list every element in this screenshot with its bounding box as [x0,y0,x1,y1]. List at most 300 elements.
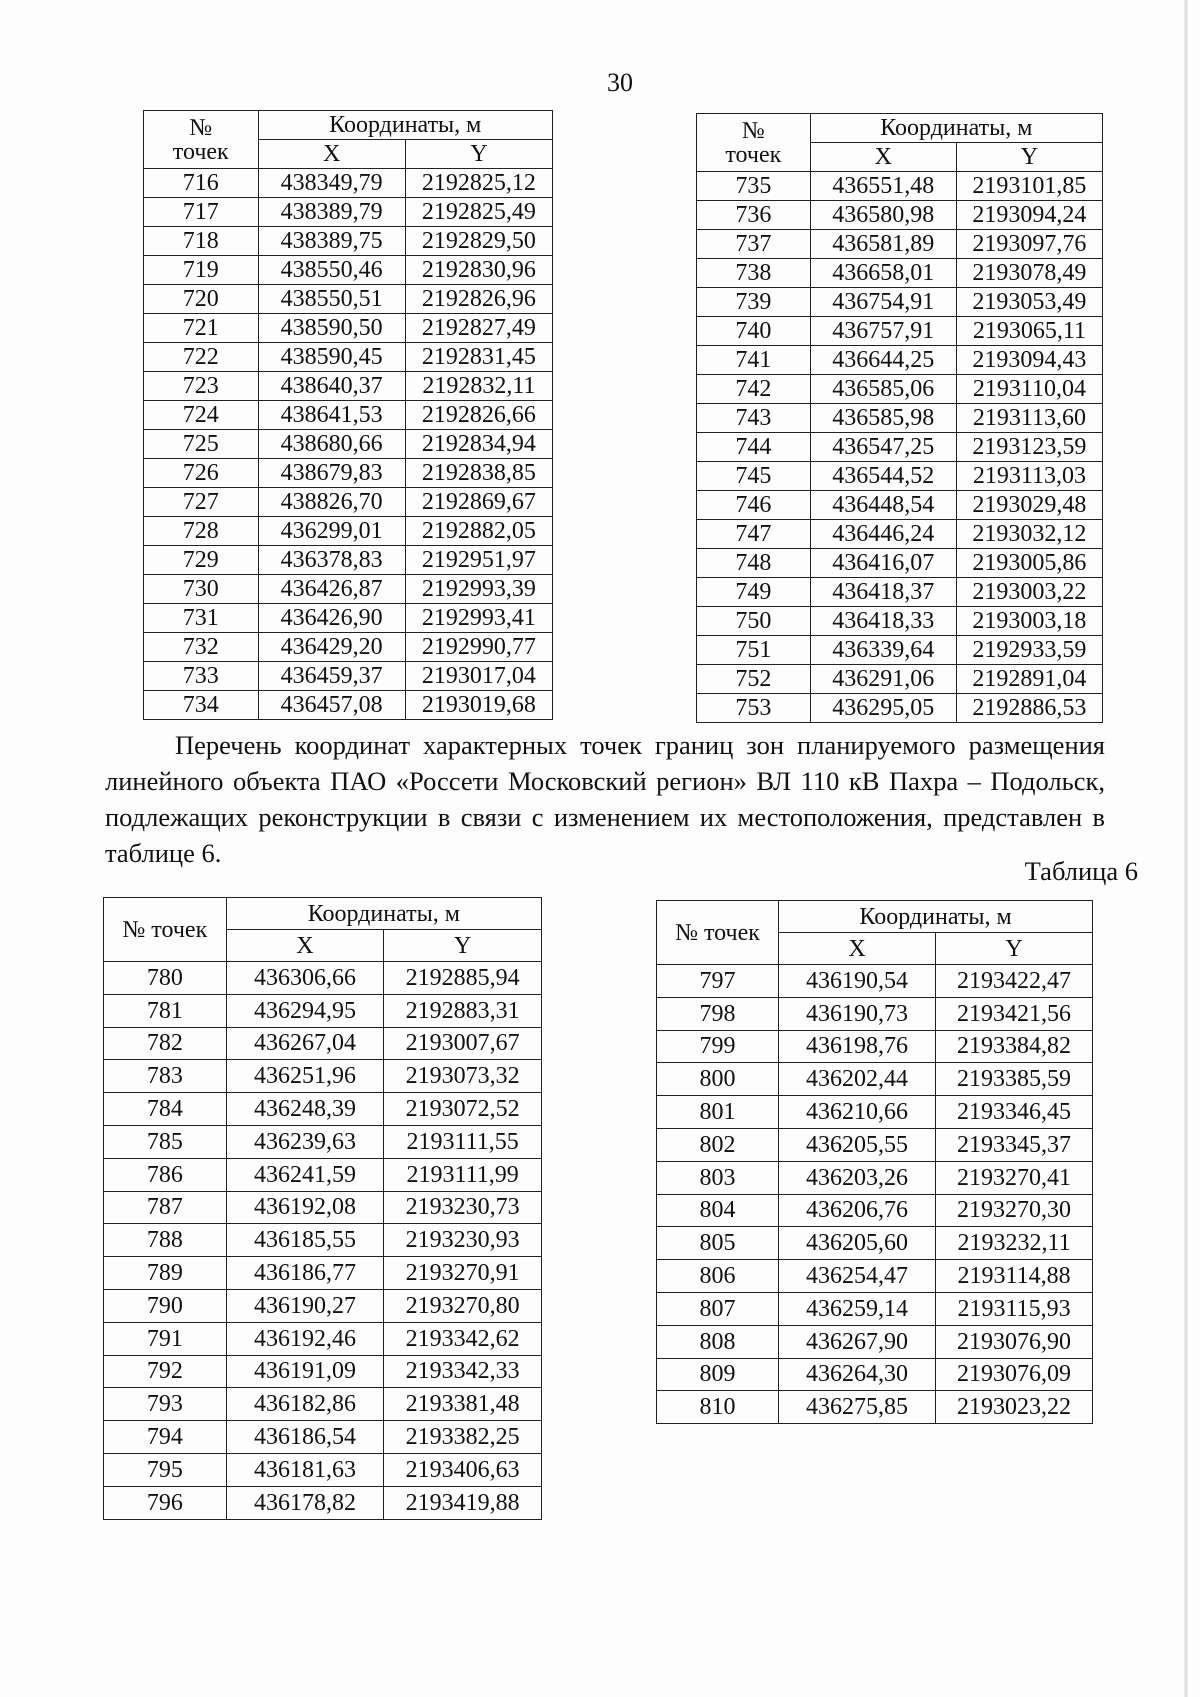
header-point-number: № точек [697,114,811,172]
table-row [697,549,1103,578]
y-coordinate-cell: 2193101,85 [956,172,1102,201]
table-row [697,520,1103,549]
x-coordinate-cell: 436757,91 [810,317,956,346]
y-coordinate-cell: 2193270,91 [384,1257,542,1290]
table-row [144,343,553,372]
point-number-cell: 792 [104,1355,227,1388]
table-row [104,1060,542,1093]
point-number-cell: 787 [104,1191,227,1224]
table-row [144,198,553,227]
coordinates-table-top-right [696,113,1103,723]
y-coordinate-cell: 2193406,63 [384,1453,542,1486]
y-coordinate-cell: 2193019,68 [405,691,552,720]
coordinates-table-top-left [143,110,553,720]
table-row [144,546,553,575]
point-number-cell: 751 [697,636,811,665]
table-row [144,604,553,633]
point-number-cell: 739 [697,288,811,317]
x-coordinate-cell: 438389,79 [258,198,405,227]
y-coordinate-cell: 2193003,22 [956,578,1102,607]
x-coordinate-cell: 436186,77 [226,1257,384,1290]
x-coordinate-cell: 436299,01 [258,517,405,546]
point-number-cell: 716 [144,169,259,198]
point-number-cell: 750 [697,607,811,636]
point-number-cell: 782 [104,1027,227,1060]
x-coordinate-cell: 436416,07 [810,549,956,578]
table-row [104,1027,542,1060]
y-coordinate-cell: 2193111,99 [384,1158,542,1191]
point-number-cell: 789 [104,1257,227,1290]
y-coordinate-cell: 2193007,67 [384,1027,542,1060]
table-row [657,965,1093,998]
y-coordinate-cell: 2193270,80 [384,1289,542,1322]
x-coordinate-cell: 436459,37 [258,662,405,691]
table-row [104,1158,542,1191]
y-coordinate-cell: 2193094,24 [956,201,1102,230]
y-coordinate-cell: 2193230,73 [384,1191,542,1224]
table-row [697,404,1103,433]
y-coordinate-cell: 2193346,45 [936,1096,1093,1129]
point-number-cell: 720 [144,285,259,314]
table-row [657,1194,1093,1227]
x-coordinate-cell: 436426,90 [258,604,405,633]
y-coordinate-cell: 2192838,85 [405,459,552,488]
point-number-cell: 719 [144,256,259,285]
x-coordinate-cell: 436551,48 [810,172,956,201]
point-number-cell: 790 [104,1289,227,1322]
point-number-cell: 746 [697,491,811,520]
x-coordinate-cell: 438826,70 [258,488,405,517]
coordinates-table-6-left [103,897,542,1520]
table-row [104,1388,542,1421]
x-coordinate-cell: 436190,27 [226,1289,384,1322]
header-point-number: № точек [104,898,227,962]
table-row [657,1096,1093,1129]
table-row [144,488,553,517]
y-coordinate-cell: 2192825,12 [405,169,552,198]
y-coordinate-cell: 2193421,56 [936,997,1093,1030]
x-coordinate-cell: 436658,01 [810,259,956,288]
y-coordinate-cell: 2192993,41 [405,604,552,633]
x-coordinate-cell: 436198,76 [779,1030,936,1063]
table-row [697,288,1103,317]
scan-edge-shadow [1184,0,1188,1697]
y-coordinate-cell: 2192834,94 [405,430,552,459]
x-coordinate-cell: 436378,83 [258,546,405,575]
table-row [144,401,553,430]
table-row [697,636,1103,665]
x-coordinate-cell: 436210,66 [779,1096,936,1129]
y-coordinate-cell: 2193113,03 [956,462,1102,491]
point-number-cell: 791 [104,1322,227,1355]
point-number-cell: 718 [144,227,259,256]
y-coordinate-cell: 2193342,33 [384,1355,542,1388]
table-row [697,201,1103,230]
x-coordinate-cell: 438590,45 [258,343,405,372]
header-coordinates: Координаты, м [779,901,1093,933]
point-number-cell: 726 [144,459,259,488]
table-row [657,997,1093,1030]
header-y: Y [384,930,542,962]
point-number-cell: 795 [104,1453,227,1486]
table-row [657,1391,1093,1424]
x-coordinate-cell: 438550,51 [258,285,405,314]
table-row [697,230,1103,259]
table-row [697,433,1103,462]
x-coordinate-cell: 436585,98 [810,404,956,433]
point-number-cell: 797 [657,965,779,998]
x-coordinate-cell: 436446,24 [810,520,956,549]
table-row [697,259,1103,288]
point-number-cell: 808 [657,1325,779,1358]
x-coordinate-cell: 436186,54 [226,1421,384,1454]
y-coordinate-cell: 2192886,53 [956,694,1102,723]
y-coordinate-cell: 2192951,97 [405,546,552,575]
point-number-cell: 736 [697,201,811,230]
point-number-cell: 717 [144,198,259,227]
table-row [144,256,553,285]
y-coordinate-cell: 2193110,04 [956,375,1102,404]
x-coordinate-cell: 436457,08 [258,691,405,720]
table-row [104,1453,542,1486]
x-coordinate-cell: 436192,08 [226,1191,384,1224]
x-coordinate-cell: 436254,47 [779,1260,936,1293]
point-number-cell: 793 [104,1388,227,1421]
table-row [144,633,553,662]
point-number-cell: 784 [104,1093,227,1126]
y-coordinate-cell: 2193270,30 [936,1194,1093,1227]
x-coordinate-cell: 436547,25 [810,433,956,462]
table-row [144,285,553,314]
y-coordinate-cell: 2193422,47 [936,965,1093,998]
x-coordinate-cell: 436203,26 [779,1161,936,1194]
point-number-cell: 744 [697,433,811,462]
table-row [104,1224,542,1257]
x-coordinate-cell: 436206,76 [779,1194,936,1227]
table-row [144,459,553,488]
point-number-cell: 799 [657,1030,779,1063]
point-number-cell: 796 [104,1486,227,1519]
x-coordinate-cell: 436580,98 [810,201,956,230]
y-coordinate-cell: 2192990,77 [405,633,552,662]
y-coordinate-cell: 2192885,94 [384,962,542,995]
y-coordinate-cell: 2193384,82 [936,1030,1093,1063]
x-coordinate-cell: 436418,33 [810,607,956,636]
table-row [697,665,1103,694]
point-number-cell: 802 [657,1128,779,1161]
table-row [697,694,1103,723]
y-coordinate-cell: 2193005,86 [956,549,1102,578]
y-coordinate-cell: 2192993,39 [405,575,552,604]
x-coordinate-cell: 436190,54 [779,965,936,998]
point-number-cell: 801 [657,1096,779,1129]
y-coordinate-cell: 2192882,05 [405,517,552,546]
table-row [144,227,553,256]
point-number-cell: 728 [144,517,259,546]
x-coordinate-cell: 438680,66 [258,430,405,459]
y-coordinate-cell: 2193094,43 [956,346,1102,375]
x-coordinate-cell: 436191,09 [226,1355,384,1388]
table-row [104,1257,542,1290]
table-row [697,317,1103,346]
table-row [104,1125,542,1158]
table-row [144,372,553,401]
point-number-cell: 747 [697,520,811,549]
x-coordinate-cell: 438641,53 [258,401,405,430]
header-point-number: № точек [657,901,779,965]
y-coordinate-cell: 2193076,09 [936,1358,1093,1391]
header-coordinates: Координаты, м [258,111,552,140]
x-coordinate-cell: 436205,55 [779,1128,936,1161]
table-row [657,1030,1093,1063]
y-coordinate-cell: 2193385,59 [936,1063,1093,1096]
point-number-cell: 722 [144,343,259,372]
point-number-cell: 785 [104,1125,227,1158]
coordinates-table-6-right [656,900,1093,1424]
x-coordinate-cell: 436241,59 [226,1158,384,1191]
point-number-cell: 810 [657,1391,779,1424]
x-coordinate-cell: 436306,66 [226,962,384,995]
table-row [104,1421,542,1454]
y-coordinate-cell: 2193065,11 [956,317,1102,346]
point-number-cell: 780 [104,962,227,995]
table-row [657,1063,1093,1096]
x-coordinate-cell: 436248,39 [226,1093,384,1126]
table-row [657,1358,1093,1391]
x-coordinate-cell: 436644,25 [810,346,956,375]
x-coordinate-cell: 436294,95 [226,994,384,1027]
point-number-cell: 734 [144,691,259,720]
table-row [697,375,1103,404]
point-number-cell: 738 [697,259,811,288]
point-number-cell: 725 [144,430,259,459]
x-coordinate-cell: 438389,75 [258,227,405,256]
table-row [697,607,1103,636]
header-x: X [779,933,936,965]
point-number-cell: 749 [697,578,811,607]
point-number-cell: 806 [657,1260,779,1293]
header-y: Y [956,143,1102,172]
point-number-cell: 781 [104,994,227,1027]
x-coordinate-cell: 436426,87 [258,575,405,604]
x-coordinate-cell: 436418,37 [810,578,956,607]
point-number-cell: 727 [144,488,259,517]
x-coordinate-cell: 438590,50 [258,314,405,343]
x-coordinate-cell: 436205,60 [779,1227,936,1260]
x-coordinate-cell: 436448,54 [810,491,956,520]
table-row [104,994,542,1027]
x-coordinate-cell: 436181,63 [226,1453,384,1486]
point-number-cell: 753 [697,694,811,723]
table-row [104,962,542,995]
point-number-cell: 809 [657,1358,779,1391]
header-x: X [810,143,956,172]
table-row [144,430,553,459]
x-coordinate-cell: 436295,05 [810,694,956,723]
header-y: Y [936,933,1093,965]
point-number-cell: 804 [657,1194,779,1227]
y-coordinate-cell: 2193113,60 [956,404,1102,433]
x-coordinate-cell: 436581,89 [810,230,956,259]
y-coordinate-cell: 2193114,88 [936,1260,1093,1293]
x-coordinate-cell: 436429,20 [258,633,405,662]
x-coordinate-cell: 436544,52 [810,462,956,491]
y-coordinate-cell: 2193023,22 [936,1391,1093,1424]
table-row [697,578,1103,607]
y-coordinate-cell: 2193073,32 [384,1060,542,1093]
point-number-cell: 729 [144,546,259,575]
y-coordinate-cell: 2193076,90 [936,1325,1093,1358]
header-x: X [226,930,384,962]
y-coordinate-cell: 2193029,48 [956,491,1102,520]
header-coordinates: Координаты, м [810,114,1102,143]
y-coordinate-cell: 2192829,50 [405,227,552,256]
table-row [697,491,1103,520]
table-row [657,1161,1093,1194]
point-number-cell: 786 [104,1158,227,1191]
table-row [144,517,553,546]
table-row [144,662,553,691]
y-coordinate-cell: 2192933,59 [956,636,1102,665]
table-row [104,1191,542,1224]
x-coordinate-cell: 438679,83 [258,459,405,488]
point-number-cell: 742 [697,375,811,404]
x-coordinate-cell: 436754,91 [810,288,956,317]
y-coordinate-cell: 2192831,45 [405,343,552,372]
x-coordinate-cell: 436190,73 [779,997,936,1030]
table-row [657,1128,1093,1161]
header-point-number: № точек [144,111,259,169]
y-coordinate-cell: 2192826,96 [405,285,552,314]
x-coordinate-cell: 436202,44 [779,1063,936,1096]
table-row [104,1355,542,1388]
y-coordinate-cell: 2192891,04 [956,665,1102,694]
description-paragraph: Перечень координат характерных точек границ зон планируемого размещения линейного объекта ПАО «Россети Московский регион» ВЛ 110 кВ Пахра – Подольск, подлежащих реконструкции в связи с изменением их местоположения, представлен в таблице 6. [105,730,1105,868]
x-coordinate-cell: 438349,79 [258,169,405,198]
y-coordinate-cell: 2193382,25 [384,1421,542,1454]
table-row [144,314,553,343]
y-coordinate-cell: 2193115,93 [936,1292,1093,1325]
point-number-cell: 733 [144,662,259,691]
y-coordinate-cell: 2193123,59 [956,433,1102,462]
point-number-cell: 730 [144,575,259,604]
table-row [104,1289,542,1322]
table-row [144,169,553,198]
page-number: 30 [607,68,633,97]
table-row [144,575,553,604]
point-number-cell: 724 [144,401,259,430]
point-number-cell: 805 [657,1227,779,1260]
point-number-cell: 800 [657,1063,779,1096]
y-coordinate-cell: 2193381,48 [384,1388,542,1421]
y-coordinate-cell: 2192830,96 [405,256,552,285]
header-x: X [258,140,405,169]
y-coordinate-cell: 2192827,49 [405,314,552,343]
x-coordinate-cell: 438640,37 [258,372,405,401]
point-number-cell: 740 [697,317,811,346]
x-coordinate-cell: 436339,64 [810,636,956,665]
y-coordinate-cell: 2193270,41 [936,1161,1093,1194]
y-coordinate-cell: 2193078,49 [956,259,1102,288]
x-coordinate-cell: 436267,04 [226,1027,384,1060]
x-coordinate-cell: 436585,06 [810,375,956,404]
x-coordinate-cell: 436264,30 [779,1358,936,1391]
header-coordinates: Координаты, м [226,898,541,930]
x-coordinate-cell: 438550,46 [258,256,405,285]
point-number-cell: 798 [657,997,779,1030]
table-row [144,691,553,720]
y-coordinate-cell: 2193072,52 [384,1093,542,1126]
table-row [657,1227,1093,1260]
point-number-cell: 732 [144,633,259,662]
point-number-cell: 731 [144,604,259,633]
point-number-cell: 743 [697,404,811,433]
x-coordinate-cell: 436251,96 [226,1060,384,1093]
y-coordinate-cell: 2192825,49 [405,198,552,227]
table-row [104,1093,542,1126]
table-row [104,1322,542,1355]
point-number-cell: 745 [697,462,811,491]
y-coordinate-cell: 2193230,93 [384,1224,542,1257]
point-number-cell: 783 [104,1060,227,1093]
x-coordinate-cell: 436185,55 [226,1224,384,1257]
point-number-cell: 735 [697,172,811,201]
table-row [657,1260,1093,1293]
x-coordinate-cell: 436182,86 [226,1388,384,1421]
y-coordinate-cell: 2193232,11 [936,1227,1093,1260]
y-coordinate-cell: 2193053,49 [956,288,1102,317]
y-coordinate-cell: 2192869,67 [405,488,552,517]
table-row [657,1292,1093,1325]
point-number-cell: 752 [697,665,811,694]
y-coordinate-cell: 2193345,37 [936,1128,1093,1161]
table-row [697,172,1103,201]
point-number-cell: 723 [144,372,259,401]
y-coordinate-cell: 2192832,11 [405,372,552,401]
table-row [697,346,1103,375]
point-number-cell: 788 [104,1224,227,1257]
table-caption: Таблица 6 [1024,856,1138,886]
point-number-cell: 803 [657,1161,779,1194]
y-coordinate-cell: 2192826,66 [405,401,552,430]
x-coordinate-cell: 436259,14 [779,1292,936,1325]
x-coordinate-cell: 436291,06 [810,665,956,694]
y-coordinate-cell: 2193003,18 [956,607,1102,636]
point-number-cell: 737 [697,230,811,259]
x-coordinate-cell: 436239,63 [226,1125,384,1158]
point-number-cell: 807 [657,1292,779,1325]
y-coordinate-cell: 2193342,62 [384,1322,542,1355]
point-number-cell: 721 [144,314,259,343]
point-number-cell: 794 [104,1421,227,1454]
y-coordinate-cell: 2193419,88 [384,1486,542,1519]
y-coordinate-cell: 2193097,76 [956,230,1102,259]
y-coordinate-cell: 2192883,31 [384,994,542,1027]
y-coordinate-cell: 2193017,04 [405,662,552,691]
table-row [657,1325,1093,1358]
x-coordinate-cell: 436267,90 [779,1325,936,1358]
x-coordinate-cell: 436275,85 [779,1391,936,1424]
x-coordinate-cell: 436192,46 [226,1322,384,1355]
header-y: Y [405,140,552,169]
x-coordinate-cell: 436178,82 [226,1486,384,1519]
table-row [104,1486,542,1519]
y-coordinate-cell: 2193111,55 [384,1125,542,1158]
point-number-cell: 748 [697,549,811,578]
point-number-cell: 741 [697,346,811,375]
y-coordinate-cell: 2193032,12 [956,520,1102,549]
table-row [697,462,1103,491]
